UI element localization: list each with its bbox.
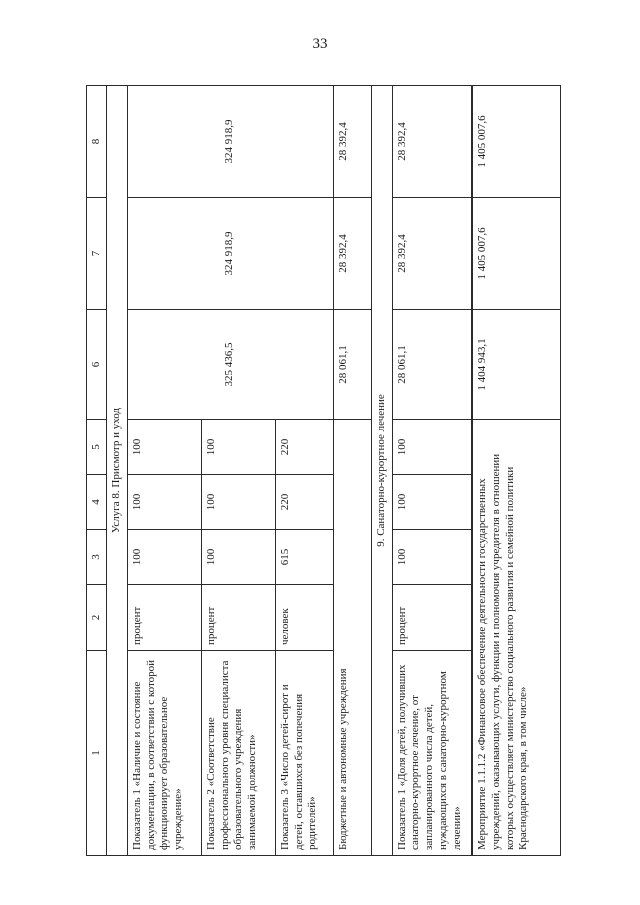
col-header-4: 4 [87,475,107,530]
table-row [127,86,201,856]
col-header-8: 8 [87,86,107,198]
section-8-title: Услуга 8. Присмотр и уход [107,86,128,856]
measure-amount-col6: 1 404 943,1 [472,310,560,420]
value-col4: 100 [392,475,472,530]
col-header-6: 6 [87,310,107,420]
value-col5: 100 [392,420,472,475]
data-table [86,85,561,856]
amount-col8: 28 392,4 [392,86,472,198]
unit: процент [127,585,201,651]
section-9-header-row [371,86,392,856]
column-number-row [87,86,107,856]
col-header-3: 3 [87,530,107,585]
value-col4: 100 [127,475,201,530]
amount-col6: 28 061,1 [392,310,472,420]
measure-amount-col7: 1 405 007,6 [472,198,560,310]
value-col4: 100 [201,475,275,530]
section-8-amount-col7: 324 918,9 [127,198,333,310]
section-8-amount-col8: 324 918,9 [127,86,333,198]
budget-amount-col8: 28 392,4 [333,86,371,198]
col-header-7: 7 [87,198,107,310]
budget-row-label: Бюджетные и автономные учреждения [333,420,371,856]
page-number: 33 [312,36,328,52]
budget-amount-col6: 28 061,1 [333,310,371,420]
indicator-name: Показатель 1 «Доля детей, получивших санаторно-курортное лечение, от запланированного числа детей, нуждающихся в санаторно-курортном лечении» [392,651,472,856]
measure-row [472,86,560,856]
value-col3: 100 [127,530,201,585]
amount-col7: 28 392,4 [392,198,472,310]
value-col3: 615 [275,530,333,585]
budget-amount-col7: 28 392,4 [333,198,371,310]
value-col4: 220 [275,475,333,530]
col-header-1: 1 [87,651,107,856]
col-header-5: 5 [87,420,107,475]
section-8-header-row [107,86,128,856]
col-header-2: 2 [87,585,107,651]
value-col3: 100 [392,530,472,585]
rotated-table-page [86,86,558,856]
indicator-name: Показатель 1 «Наличие и состояние документации, в соответствии с которой функционирует образовательное учреждение» [127,651,201,856]
indicator-name: Показатель 2 «Соответствие профессионального уровня специалиста образовательного учреждения занимаемой должности» [201,651,275,856]
measure-amount-col8: 1 405 007,6 [472,86,560,198]
section-8-amount-col6: 325 436,5 [127,310,333,420]
budget-institutions-row [333,86,371,856]
table-row [392,86,472,856]
value-col5: 100 [201,420,275,475]
value-col3: 100 [201,530,275,585]
section-9-title: 9. Санаторно-курортное лечение [371,86,392,856]
unit: человек [275,585,333,651]
unit: процент [392,585,472,651]
indicator-name: Показатель 3 «Число детей-сирот и детей, оставшихся без попечения родителей» [275,651,333,856]
unit: процент [201,585,275,651]
value-col5: 100 [127,420,201,475]
measure-description: Мероприятие 1.1.1.2 «Финансовое обеспечение деятельности государственных учреждений, оказывающих услуги, функции и полномочия учредителя в отношении которых осуществляет министерство социального развития и семейной политики Краснодарского края, в том числе» [472,420,560,856]
value-col5: 220 [275,420,333,475]
